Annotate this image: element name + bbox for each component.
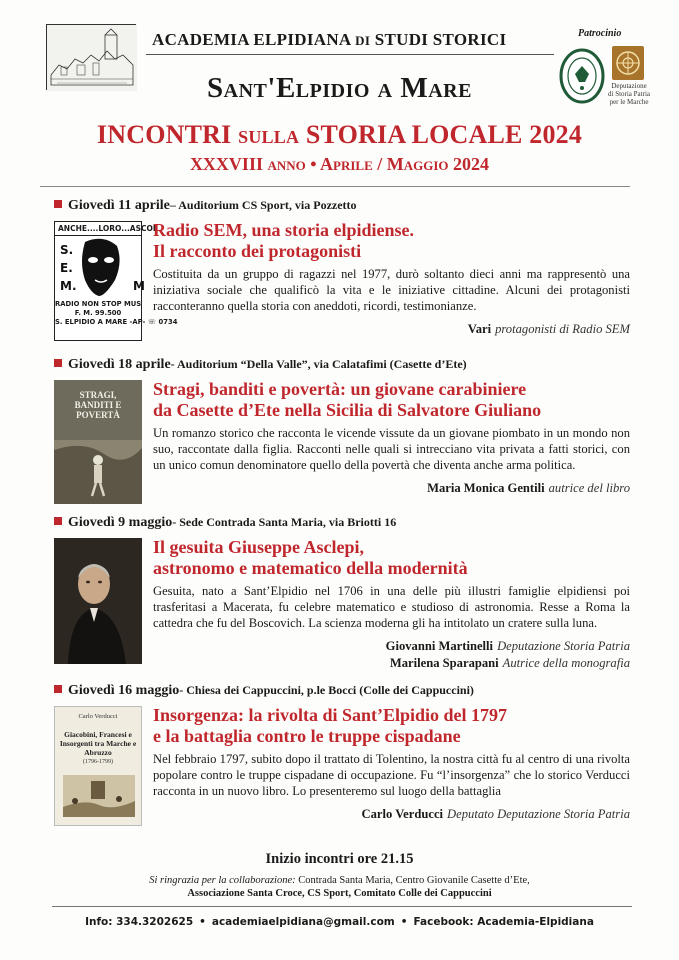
deputazione-line3: per le Marche	[609, 98, 649, 106]
thanks-line2: Associazione Santa Croce, CS Sport, Comitato Colle dei Cappuccini	[187, 888, 492, 899]
main-title-part-c: STORIA LOCALE 2024	[305, 120, 583, 149]
poster-letter-m: M.	[60, 279, 77, 293]
speaker-name: Marilena Sparapani	[389, 655, 499, 670]
speaker-name: Giovanni Martinelli	[385, 638, 494, 653]
speaker-role: autrice del libro	[548, 480, 630, 495]
event-description: Gesuita, nato a Sant’Elpidio nel 1706 in una delle più illustri famiglie elpidiensi poi trasferitasi a Macerata, fu celebre matematico e studioso di astronomia. Resse a Roma la cattedra che fu del Boscovich. La scienza moderna gli ha intitolato un cratere sulla luna.	[153, 584, 630, 631]
event-content	[153, 705, 630, 823]
event-place: - Auditorium “Della Valle”, via Calatafimi (Casette d’Ete)	[170, 357, 467, 371]
event-date: Giovedì 11 aprile	[68, 198, 170, 213]
event-4	[54, 682, 634, 842]
city-title: Sant'Elpidio a Mare	[207, 72, 472, 104]
asclepi-portrait-image	[54, 538, 142, 664]
landscape-figure-icon	[54, 380, 142, 504]
poster-letter-e: E.	[60, 261, 73, 275]
event-title	[153, 220, 630, 262]
event-title-line2: Il racconto dei protagonisti	[153, 241, 362, 261]
book-cover-image	[54, 380, 142, 504]
event-description: Un romanzo storico che racconta le vicende vissute da un giovane piombato in un mondo non suo, raccontate dalla figlia. Racconti nelle quali si intrecciano vita privata a fatti storici, con un unico comun denominatore quello della povertà che diventa anche arma politica.	[153, 426, 630, 473]
event-place: – Auditorium CS Sport, via Pozzetto	[169, 198, 357, 212]
square-bullet-icon	[54, 359, 62, 367]
event-description: Nel febbraio 1797, subito dopo il trattato di Tolentino, la nostra città fu al centro di una rivolta popolare contro le truppe cispadane di occupazione. Fu “l’insorgenza” che lo storico Verducci racconta in un nuovo libro. Lo presenteremo sul luogo della battaglia	[153, 752, 630, 799]
speaker-name: Carlo Verducci	[361, 806, 444, 821]
poster-line3: S. ELPIDIO A MARE -AP- ☏ 0734	[55, 318, 178, 326]
verducci-book-cover-image	[54, 706, 142, 826]
event-header	[54, 356, 634, 373]
poster-line2: F. M. 99.500	[74, 309, 122, 317]
book-cover-title: Giacobini, Francesi e Insorgenti tra Marche e Abruzzo	[59, 730, 137, 757]
radio-sem-poster-image	[54, 221, 178, 341]
academia-di-text: DI	[355, 33, 371, 48]
event-3	[54, 514, 634, 680]
event-content	[153, 379, 630, 497]
event-credit	[153, 638, 630, 672]
event-description: Costituita da un gruppo di ragazzi nel 1977, durò soltanto dieci anni ma rappresentò una iniziativa sociale che qualificò la vita e le iniziative cittadine. Alcuni dei protagonisti racconteranno quella storia con aneddoti, ricordi, testimonianze.	[153, 267, 630, 314]
academia-name	[152, 30, 506, 50]
event-title	[153, 537, 630, 579]
event-credit	[153, 480, 630, 497]
footer-divider	[52, 906, 632, 907]
masked-face-icon	[55, 236, 143, 300]
speaker-role: Deputato Deputazione Storia Patria	[447, 806, 630, 821]
subtitle-divider	[40, 186, 630, 187]
speaker-name: Maria Monica Gentili	[427, 480, 545, 495]
event-title-line2: da Casette d’Ete nella Sicilia di Salvatore Giuliano	[153, 400, 542, 420]
event-place: - Sede Contrada Santa Maria, via Briotti 16	[172, 515, 397, 529]
header-divider	[146, 54, 554, 55]
thanks-line1: Contrada Santa Maria, Centro Giovanile Casette d’Ete,	[298, 875, 530, 886]
event-header	[54, 682, 634, 699]
poster-footer-text	[55, 300, 178, 327]
separator: •	[199, 916, 206, 928]
event-date: Giovedì 18 aprile	[68, 357, 171, 372]
main-title	[0, 120, 679, 150]
square-bullet-icon	[54, 200, 62, 208]
academia-rest-text: STUDI STORICI	[374, 30, 507, 49]
facebook-info: Facebook: Academia-Elpidiana	[413, 916, 594, 928]
main-title-part-b: SULLA	[238, 127, 300, 147]
event-title-line2: astronomo e matematico della modernità	[153, 558, 468, 578]
speaker-name: Vari	[467, 321, 492, 336]
event-credit	[153, 806, 630, 823]
speaker-role: protagonisti di Radio SEM	[495, 321, 630, 336]
book-cover-author: Carlo Verducci	[78, 713, 118, 720]
email-info: academiaelpidiana@gmail.com	[211, 916, 395, 928]
speaker-role: Autrice della monografia	[502, 655, 630, 670]
event-place: - Chiesa dei Cappuccini, p.le Bocci (Colle dei Cappuccini)	[179, 683, 474, 697]
poster-letter-s: S.	[60, 243, 74, 257]
thanks-lead: Si ringrazia per la collaborazione:	[149, 875, 296, 886]
acknowledgements	[0, 874, 679, 900]
book-cover-title: STRAGI, BANDITI E POVERTÀ	[74, 390, 122, 420]
patrocinio-label: Patrocinio	[578, 28, 622, 39]
poster-letter-m2: M	[133, 279, 145, 293]
battle-engraving-icon	[55, 771, 143, 821]
event-title-line1: Stragi, banditi e povertà: un giovane carabiniere	[153, 379, 527, 399]
academia-main-text: ACADEMIA ELPIDIANA	[152, 30, 351, 49]
event-title-line2: e la battaglia contro le truppe cispadane	[153, 726, 461, 746]
poster-line1: RADIO NON STOP MUS	[55, 300, 142, 308]
phone-info: Info: 334.3202625	[85, 916, 194, 928]
portrait-icon	[54, 538, 142, 664]
event-1	[54, 197, 634, 353]
deputazione-line1: Deputazione	[611, 82, 647, 90]
edition-subtitle: XXXVIII anno • Aprile / Maggio 2024	[189, 154, 490, 174]
main-title-part-a: INCONTRI	[96, 120, 232, 149]
speaker-role: Deputazione Storia Patria	[497, 638, 630, 653]
deputazione-line2: di Storia Patria	[608, 90, 650, 98]
square-bullet-icon	[54, 685, 62, 693]
event-header	[54, 197, 634, 214]
event-content	[153, 220, 630, 338]
event-content	[153, 537, 630, 672]
event-2	[54, 356, 634, 516]
event-title	[153, 705, 630, 747]
contact-info	[0, 916, 679, 928]
square-bullet-icon	[54, 517, 62, 525]
start-time: Inizio incontri ore 21.15	[265, 851, 414, 867]
event-header	[54, 514, 634, 531]
event-date: Giovedì 16 maggio	[68, 683, 180, 698]
event-title-line1: Il gesuita Giuseppe Asclepi,	[153, 537, 365, 557]
event-title-line1: Radio SEM, una storia elpidiense.	[153, 220, 415, 240]
book-cover-years: (1796-1799)	[83, 759, 113, 765]
poster-top-text: ANCHE....LORO...ASCOL	[55, 222, 141, 236]
event-title-line1: Insorgenza: la rivolta di Sant’Elpidio del 1797	[153, 705, 508, 725]
event-credit	[153, 321, 630, 338]
event-title	[153, 379, 630, 421]
separator: •	[400, 916, 408, 928]
event-date: Giovedì 9 maggio	[68, 515, 173, 530]
